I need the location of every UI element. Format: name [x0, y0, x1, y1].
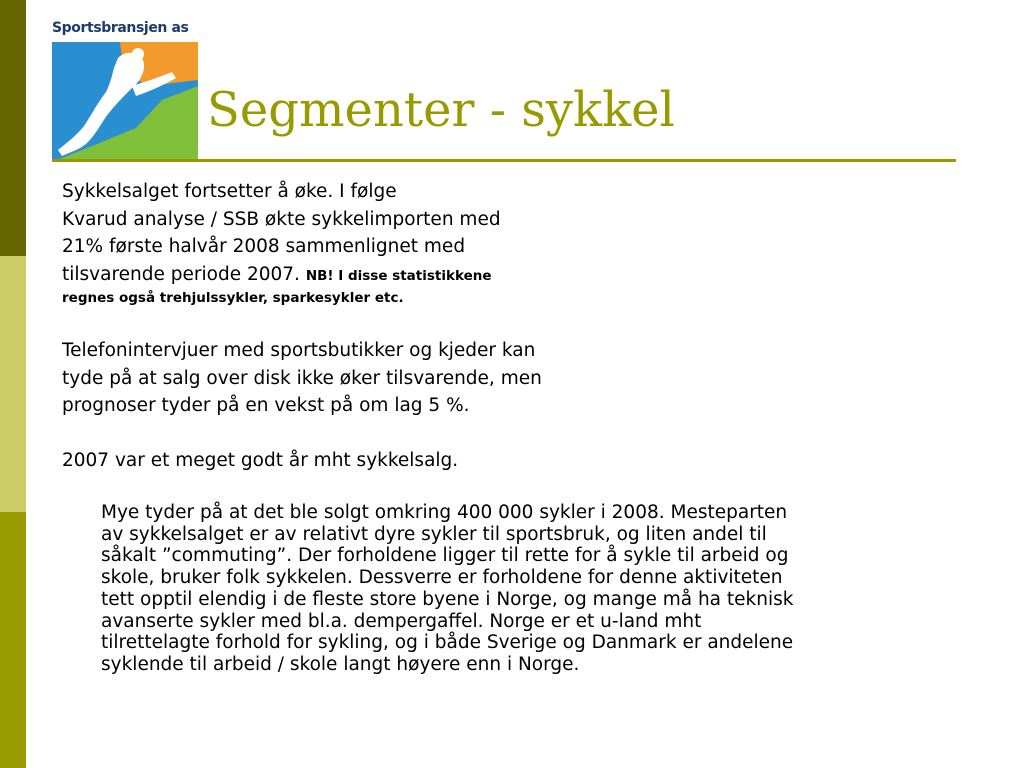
sportsbransjen-logo: [52, 20, 200, 164]
side-stripe-bottom: [0, 512, 26, 768]
text-line: Kvarud analyse / SSB økte sykkelimporten med: [62, 208, 501, 230]
text-line: tyde på at salg over disk ikke øker tilsvarende, men: [62, 367, 542, 389]
paragraph-2008-details: [101, 502, 971, 676]
text-line: tilrettelagte forhold for sykling, og i både Sverige og Danmark er andelene: [101, 632, 794, 654]
text-line: Telefonintervjuer med sportsbutikker og kjeder kan: [62, 340, 536, 361]
side-stripe-top: [0, 0, 26, 256]
runner-logo-icon: [52, 42, 198, 162]
text-span: tilsvarende periode 2007.: [62, 263, 306, 285]
text-line: syklende til arbeid / skole langt høyere enn i Norge.: [101, 653, 580, 675]
title-divider: [52, 159, 956, 162]
statistics-note: NB! I disse statistikkene: [305, 267, 492, 284]
logo-wordmark: Sportsbransjen as: [52, 20, 189, 36]
paragraph-import-growth: [62, 178, 682, 307]
text-line: Sykkelsalget fortsetter å øke. I følge: [62, 181, 397, 202]
paragraph-2007-sales: [62, 447, 682, 475]
text-line: prognoser tyder på en vekst på om lag 5 %.: [62, 395, 470, 416]
text-line: avanserte sykler med bl.a. dempergaffel. Norge er et u-land mht: [101, 610, 702, 632]
text-line: [62, 261, 682, 291]
text-line: skole, bruker folk sykkelen. Dessverre er forholdene for denne aktiviteten: [101, 567, 783, 589]
slide-title: Segmenter - sykkel: [207, 82, 675, 138]
text-line: såkalt ”commuting”. Der forholdene ligger til rette for å sykle til arbeid og: [101, 545, 789, 567]
statistics-note-continued: regnes også trehjulssykler, sparkesykler etc.: [62, 290, 404, 306]
text-line: av sykkelsalget er av relativt dyre sykler til sportsbruk, og liten andel til: [101, 523, 767, 545]
text-line: 2007 var et meget godt år mht sykkelsalg.: [62, 450, 459, 471]
paragraph-phone-interviews: [62, 337, 682, 420]
text-line: 21% første halvår 2008 sammenlignet med: [62, 236, 466, 257]
side-stripe-middle: [0, 256, 26, 512]
text-line: Mye tyder på at det ble solgt omkring 400 000 sykler i 2008. Mesteparten: [101, 502, 788, 523]
text-line: tett opptil elendig i de fleste store byene i Norge, og mange må ha teknisk: [101, 588, 794, 610]
